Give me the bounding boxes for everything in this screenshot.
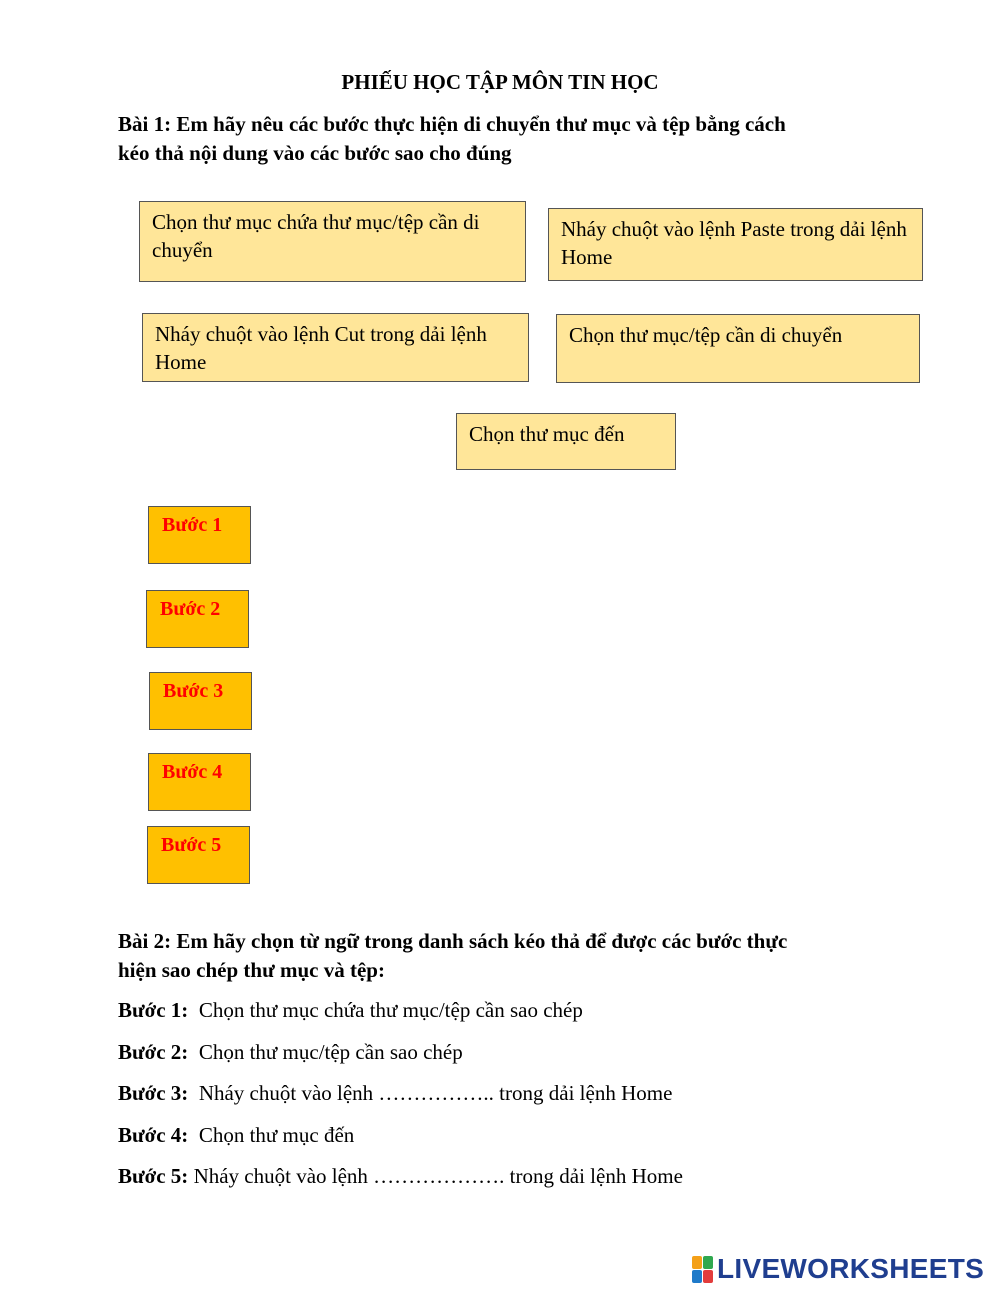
drag-card-5[interactable]: Chọn thư mục đến	[456, 413, 676, 470]
step-4-drop-target[interactable]: Bước 4	[148, 753, 251, 811]
step-label: Bước 4:	[118, 1123, 189, 1147]
page-title: PHIẾU HỌC TẬP MÔN TIN HỌC	[341, 70, 659, 94]
logo-icon	[692, 1256, 713, 1283]
drag-card-1[interactable]: Chọn thư mục chứa thư mục/tệp cần di chuyển	[139, 201, 526, 282]
exercise-2-step-4	[118, 1121, 354, 1149]
logo-text: LIVEWORKSHEETS	[717, 1253, 985, 1284]
step-text[interactable]: Nháy chuột vào lệnh …………….. trong dải lệnh Home	[198, 1081, 673, 1105]
exercise-2-step-5	[118, 1162, 683, 1190]
exercise-2-step-2	[118, 1038, 463, 1066]
exercise-1-heading-line1: Bài 1: Em hãy nêu các bước thực hiện di chuyển thư mục và tệp bằng cách	[118, 112, 786, 136]
step-1-drop-target[interactable]: Bước 1	[148, 506, 251, 564]
step-text: Chọn thư mục/tệp cần sao chép	[198, 1040, 463, 1064]
step-label: Bước 5:	[118, 1164, 189, 1188]
exercise-2-heading-line2: hiện sao chép thư mục và tệp:	[118, 958, 385, 982]
step-3-drop-target[interactable]: Bước 3	[149, 672, 252, 730]
step-text: Chọn thư mục chứa thư mục/tệp cần sao chép	[198, 998, 583, 1022]
drag-card-2[interactable]: Nháy chuột vào lệnh Paste trong dải lệnh Home	[548, 208, 923, 281]
exercise-2-step-3	[118, 1079, 672, 1107]
liveworksheets-logo	[692, 1253, 984, 1285]
step-label: Bước 1:	[118, 998, 189, 1022]
drag-card-4[interactable]: Chọn thư mục/tệp cần di chuyển	[556, 314, 920, 383]
drag-card-3[interactable]: Nháy chuột vào lệnh Cut trong dải lệnh Home	[142, 313, 529, 382]
exercise-2-heading	[118, 927, 878, 985]
exercise-2-heading-line1: Bài 2: Em hãy chọn từ ngữ trong danh sách kéo thả để được các bước thực	[118, 929, 788, 953]
exercise-2-step-1	[118, 996, 583, 1024]
step-text[interactable]: Nháy chuột vào lệnh ………………. trong dải lệnh Home	[193, 1164, 683, 1188]
step-label: Bước 3:	[118, 1081, 189, 1105]
exercise-1-heading	[118, 110, 878, 168]
step-label: Bước 2:	[118, 1040, 189, 1064]
step-2-drop-target[interactable]: Bước 2	[146, 590, 249, 648]
step-text: Chọn thư mục đến	[198, 1123, 355, 1147]
step-5-drop-target[interactable]: Bước 5	[147, 826, 250, 884]
exercise-1-heading-line2: kéo thả nội dung vào các bước sao cho đúng	[118, 141, 512, 165]
